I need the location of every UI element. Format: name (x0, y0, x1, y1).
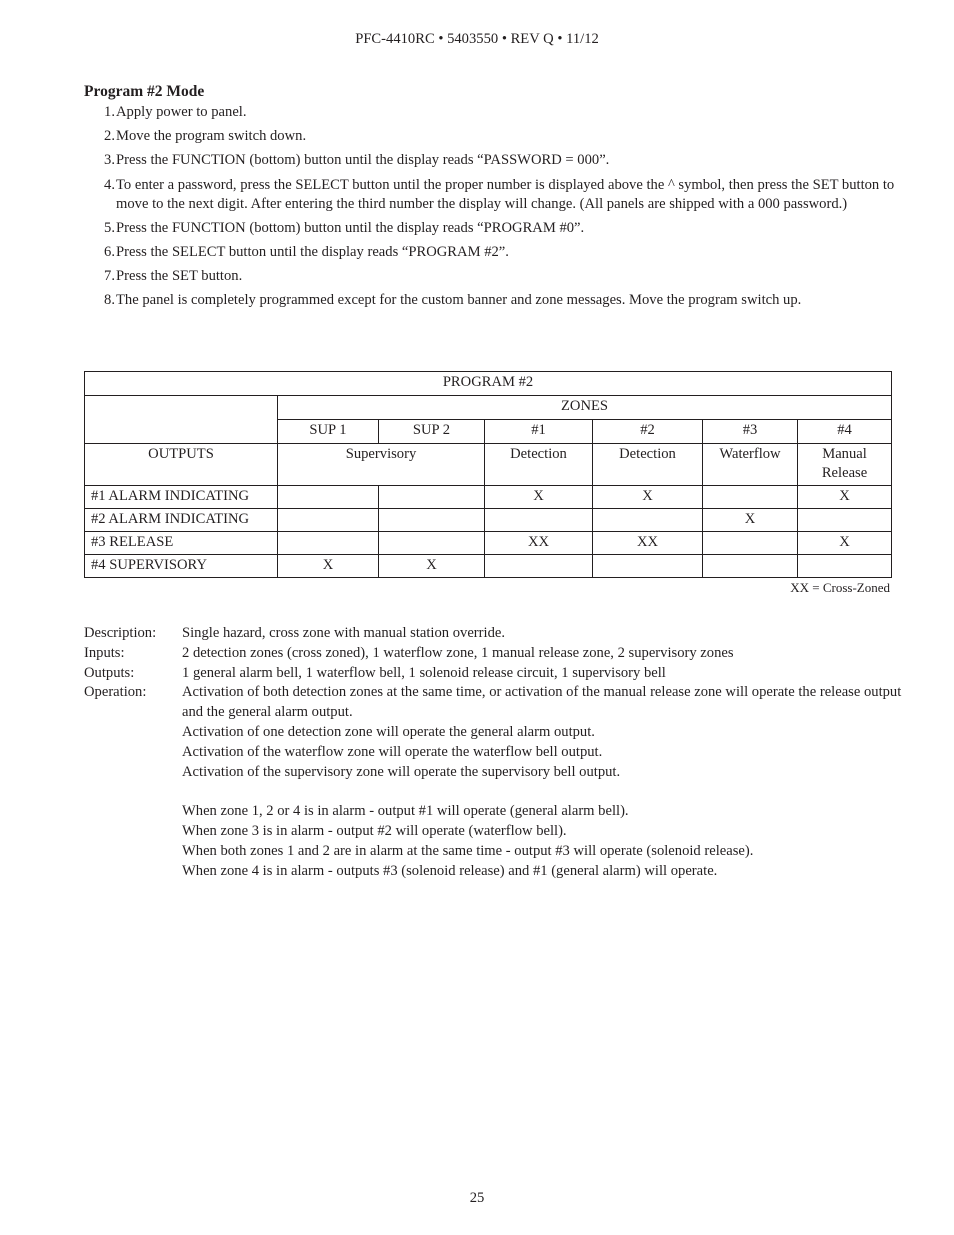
table-cell: XX (593, 532, 703, 555)
table-cell: X (798, 486, 892, 509)
step-text: Apply power to panel. (116, 104, 247, 120)
table-cell (485, 555, 593, 578)
document-header: PFC-4410RC • 5403550 • REV Q • 11/12 (355, 31, 599, 47)
zone-type-1: Detection (485, 444, 593, 486)
step-number: 1. (104, 104, 115, 120)
table-cell (485, 509, 593, 532)
step-number: 3. (104, 152, 115, 169)
description-row (84, 624, 904, 644)
table-title: PROGRAM #2 (85, 372, 892, 396)
step-number: 6. (104, 243, 115, 260)
zones-header: ZONES (278, 396, 892, 420)
table-row (85, 555, 892, 578)
table-row (85, 486, 892, 509)
table-cell (278, 532, 379, 555)
table-cell (593, 555, 703, 578)
steps-list (84, 103, 896, 316)
step-number: 4. (104, 176, 115, 193)
step-item (84, 243, 896, 262)
step-item (84, 219, 896, 238)
step-number: 7. (104, 268, 115, 285)
zone-header-cell: #4 (798, 420, 892, 444)
operation-label: Operation: (84, 684, 147, 701)
operation-text (182, 683, 904, 881)
table-cell (703, 555, 798, 578)
step-text: Move the program switch down. (116, 128, 307, 145)
output-label: #2 ALARM INDICATING (85, 509, 278, 532)
operation-line: Activation of both detection zones at the same time, or activation of the manual release zone will operate the release output and the general alarm output. (182, 684, 902, 721)
step-number: 8. (104, 292, 115, 309)
table-row (85, 532, 892, 555)
inputs-label: Inputs: (84, 644, 125, 661)
outputs-value: 1 general alarm bell, 1 waterflow bell, 1 solenoid release circuit, 1 supervisory bell (182, 664, 666, 681)
description-block (84, 624, 904, 881)
step-item (84, 151, 896, 170)
table-cell (703, 486, 798, 509)
step-item (84, 103, 896, 122)
inputs-row (84, 644, 904, 664)
operation-row (84, 683, 904, 881)
step-text: Press the SET button. (116, 268, 243, 285)
zone-type-3: Waterflow (703, 444, 798, 486)
zone-header-cell: SUP 1 (278, 420, 379, 444)
table-cell (798, 509, 892, 532)
zone-header-cell: #1 (485, 420, 593, 444)
outputs-header: OUTPUTS (85, 444, 278, 486)
step-item (84, 176, 896, 214)
table-cell (379, 532, 485, 555)
step-item (84, 127, 896, 146)
table-cell (278, 509, 379, 532)
zone-header-cell: SUP 2 (379, 420, 485, 444)
table-cell (798, 555, 892, 578)
zone-type-2: Detection (593, 444, 703, 486)
zone-type-4 (798, 444, 892, 486)
table-cell (593, 509, 703, 532)
step-text: Press the FUNCTION (bottom) button until the display reads “PROGRAM #0”. (116, 219, 585, 236)
table-cell (703, 532, 798, 555)
blank-header-cell (85, 396, 278, 444)
table-cell (278, 486, 379, 509)
section-title: Program #2 Mode (84, 83, 205, 100)
table-cell: X (593, 486, 703, 509)
table-cell (379, 509, 485, 532)
description-label: Description: (84, 625, 157, 641)
table-cell: X (278, 555, 379, 578)
zone-line: When both zones 1 and 2 are in alarm at the same time - output #3 will operate (solenoid release). (182, 842, 754, 859)
inputs-value: 2 detection zones (cross zoned), 1 waterflow zone, 1 manual release zone, 2 supervisory zones (182, 644, 734, 661)
step-number: 2. (104, 128, 115, 145)
table-cell: X (485, 486, 593, 509)
table-cell: X (703, 509, 798, 532)
step-text: The panel is completely programmed except for the custom banner and zone messages. Move the program switch up. (116, 292, 802, 309)
output-label: #3 RELEASE (85, 532, 278, 555)
output-label: #4 SUPERVISORY (85, 555, 278, 578)
table-cell: XX (485, 532, 593, 555)
step-text: To enter a password, press the SELECT button until the proper number is displayed above the ^ symbol, then press the SET button to move to the next digit. After entering the third number the display will change. (All panels are shipped with a 000 password.) (116, 176, 895, 212)
step-text: Press the FUNCTION (bottom) button until the display reads “PASSWORD = 000”. (116, 152, 610, 169)
program-table (84, 371, 892, 578)
zone-type-4-line2: Release (821, 465, 868, 481)
step-number: 5. (104, 219, 115, 236)
zone-type-4-line1: Manual (822, 446, 867, 462)
zone-line: When zone 3 is in alarm - output #2 will operate (waterflow bell). (182, 822, 567, 839)
operation-line: Activation of the supervisory zone will operate the supervisory bell output. (182, 763, 621, 780)
outputs-label: Outputs: (84, 664, 135, 681)
operation-line: Activation of the waterflow zone will operate the waterflow bell output. (182, 743, 603, 760)
zone-line: When zone 1, 2 or 4 is in alarm - output #1 will operate (general alarm bell). (182, 803, 629, 820)
step-text: Press the SELECT button until the display reads “PROGRAM #2”. (116, 243, 509, 260)
output-label: #1 ALARM INDICATING (85, 486, 278, 509)
table-cell: X (798, 532, 892, 555)
cross-zoned-legend: XX = Cross-Zoned (790, 580, 890, 595)
table-cell (379, 486, 485, 509)
zone-header-cell: #3 (703, 420, 798, 444)
step-item (84, 267, 896, 286)
table-row (85, 509, 892, 532)
outputs-row (84, 664, 904, 684)
operation-line: Activation of one detection zone will operate the general alarm output. (182, 723, 595, 740)
page-number: 25 (469, 1190, 485, 1206)
step-item (84, 291, 896, 310)
zone-header-cell: #2 (593, 420, 703, 444)
zone-line: When zone 4 is in alarm - outputs #3 (solenoid release) and #1 (general alarm) will operate. (182, 862, 718, 879)
zone-type-supervisory: Supervisory (278, 444, 485, 486)
description-value: Single hazard, cross zone with manual station override. (182, 625, 505, 641)
table-cell: X (379, 555, 485, 578)
paragraph-spacer (182, 782, 904, 802)
